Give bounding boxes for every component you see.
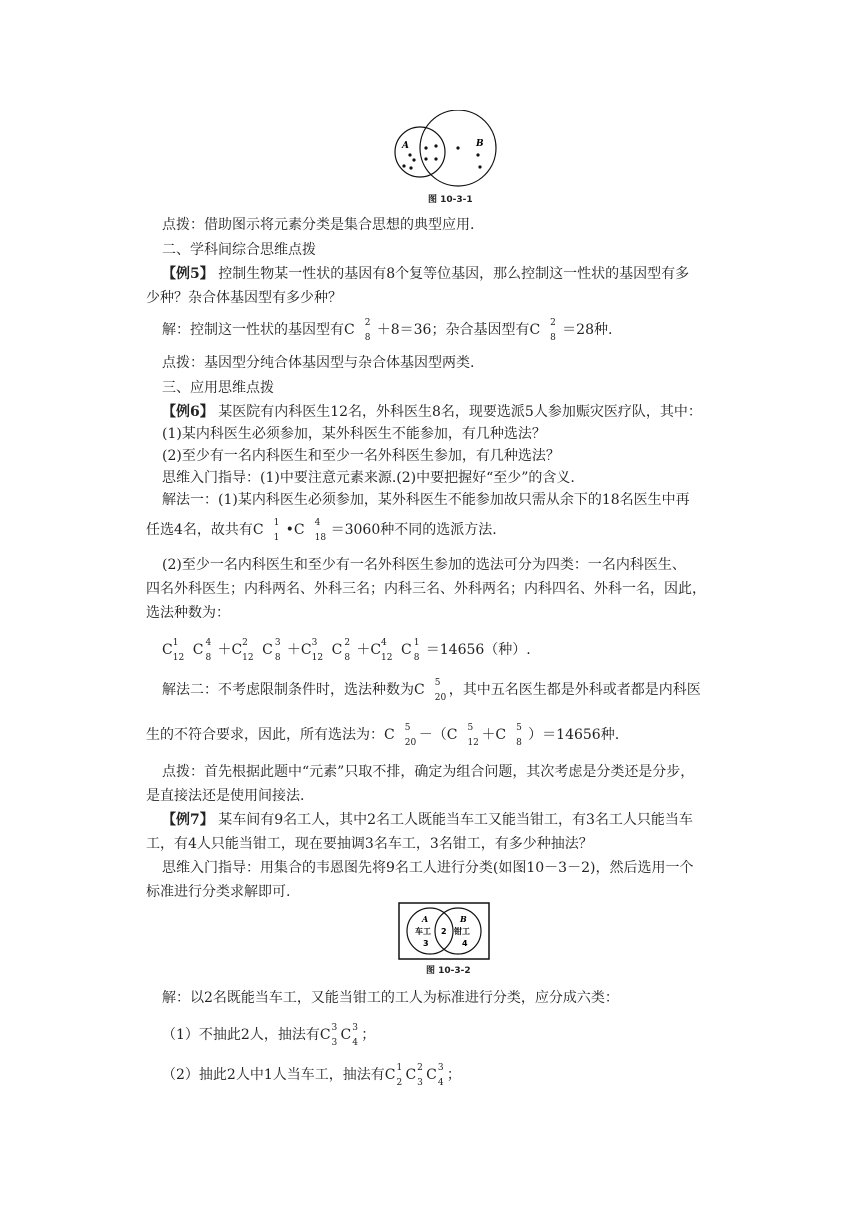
set-b-role: 钳工 — [454, 927, 470, 936]
solution-6b-line-1-a: 解法二：不考虑限制条件时，选法种数为C — [162, 682, 425, 698]
example-5-text: 控制生物某一性状的基因有8个复等位基因，那么控制这一性状的基因型有多 — [213, 266, 690, 282]
solution-6b-line-1: 解法二：不考虑限制条件时，选法种数为C 5 20 ，其中五名医生都是外科或者都是内科医 — [162, 678, 701, 703]
guide-7-line-1: 思维入门指导：用集合的韦恩图先将9名工人进行分类(如图10－3－2)，然后选用一个 — [162, 860, 694, 876]
example-7-text: 某车间有9名工人，其中2名工人既能当车工又能当钳工，有3名工人只能当车 — [213, 812, 693, 828]
solution-5: 解：控制这一性状的基因型有C 2 8 ＋8＝36；杂合基因型有C 2 8 ＝28种. — [162, 318, 613, 343]
tip-1: 点拨：借助图示将元素分类是集合思想的典型应用. — [162, 217, 475, 233]
solution-5-part-c: ＝28种. — [562, 322, 613, 338]
set-a-role: 车工 — [415, 927, 431, 936]
example-7-line-2: 工，有4人只能当钳工，现在要抽调3名车工，3名钳工，有多少种抽法？ — [146, 836, 593, 852]
section-2-heading: 二、学科间综合思维点拨 — [162, 242, 316, 258]
solution-6b-line-2-c: ＋C — [481, 727, 507, 743]
c: C — [370, 642, 382, 658]
case-1: （1）不抽此2人，抽法有C 3 3 C 3 4 ； — [162, 1023, 376, 1048]
solution-6-line-2-a: 任选4名，故共有C — [146, 522, 264, 538]
c: C — [192, 642, 204, 658]
case-2: （2）抽此2人中1人当车工，抽法有C 1 2 C 2 3 C 3 4 ； — [162, 1063, 461, 1088]
solution-6b-line-2-d: ）＝14656种. — [528, 727, 620, 743]
example-6-line-1 — [162, 402, 702, 422]
c: C — [319, 1027, 331, 1043]
example-6-question-1: (1)某内科医生必须参加，某外科医生不能参加，有几种选法？ — [162, 426, 546, 442]
solution-6-line-2: 任选4名，故共有C 1 1 •C 4 18 ＝3060种不同的选派方法. — [146, 518, 497, 543]
example-7-line-1 — [162, 810, 693, 830]
semicolon: ； — [361, 1027, 376, 1043]
tip-3-line-2: 是直接法还是使用间接法. — [146, 788, 305, 804]
solution-6b-line-2: 生的不符合要求，因此，所有选法为：C 5 20 －（C 5 12 ＋C 5 8 ）＝14656种. — [146, 723, 620, 748]
c: C — [162, 642, 173, 658]
venn-diagram-figure-1 — [390, 110, 500, 190]
set-b-label: B — [476, 139, 484, 149]
solution-5-part-b: ＋8＝36；杂合基因型有C — [376, 322, 541, 338]
solution-6-part-2-line-2: 四名外科医生；内科两名、外科三名；内科三名、外科两名；内科四名、外科一名，因此， — [146, 581, 706, 597]
tip-3-line-1: 点拨：首先根据此题中“元素”只取不排，确定为组合问题，其次考虑是分类还是分步， — [162, 764, 695, 780]
solution-6-part-2-line-1: (2)至少一名内科医生和至少有一名外科医生参加的选法可分为四类：一名内科医生、 — [162, 557, 686, 573]
example-6-text: 某医院有内科医生12名，外科医生8名，现要选派5人参加赈灾医疗队，其中： — [213, 404, 702, 420]
solution-6-line-2-c: ＝3060种不同的选派方法. — [330, 522, 497, 538]
guide-7-line-2: 标准进行分类求解即可. — [146, 884, 291, 900]
c: C — [300, 642, 312, 658]
guide-6: 思维入门指导：(1)中要注意元素来源.(2)中要把握好“至少”的含义. — [162, 470, 575, 486]
solution-6b-line-2-b: －（C — [418, 727, 458, 743]
intersection-count: 2 — [441, 927, 447, 936]
set-a-label: A — [422, 914, 429, 924]
example-5-line-1 — [162, 264, 689, 284]
solution-6-part-2-line-3: 选法种数为： — [146, 605, 230, 621]
semicolon: ； — [446, 1067, 461, 1083]
set-a-count: 3 — [423, 939, 429, 948]
set-b-label: B — [460, 914, 467, 924]
formula-6-tail: ＝14656（种）. — [425, 642, 531, 658]
c: C — [426, 1067, 437, 1083]
solution-7: 解：以2名既能当车工，又能当钳工的工人为标准进行分类，应分成六类： — [162, 990, 619, 1006]
example-6-tag: 【例6】 — [162, 404, 214, 420]
c: C — [405, 1067, 417, 1083]
solution-5-part-a: 解：控制这一性状的基因型有C — [162, 322, 355, 338]
c: C — [231, 642, 243, 658]
figure-1-caption: 图 10-3-1 — [428, 195, 473, 205]
formula-6: C 1 12 C 4 8 ＋C 2 12 C 3 8 ＋C 3 12 C 2 8 ＋C 4 12 C 1 8 ＝14656（种）. — [162, 638, 531, 663]
solution-6b-line-2-a: 生的不符合要求，因此，所有选法为：C — [146, 727, 395, 743]
c: C — [340, 1027, 352, 1043]
solution-6-line-1: 解法一：(1)某内科医生必须参加，某外科医生不能参加故只需从余下的18名医生中再 — [162, 492, 690, 508]
solution-6b-line-1-b: ，其中五名医生都是外科或者都是内科医 — [448, 682, 701, 698]
example-5-tag: 【例5】 — [162, 266, 214, 282]
c: C — [262, 642, 273, 658]
example-5-line-2: 少种？杂合体基因型有多少种？ — [146, 290, 342, 306]
c: C — [331, 642, 343, 658]
example-7-tag: 【例7】 — [162, 812, 214, 828]
solution-6-line-2-b: •C — [285, 522, 305, 538]
c: C — [401, 642, 412, 658]
tip-2: 点拨：基因型分纯合体基因型与杂合体基因型两类. — [162, 355, 475, 371]
venn-diagram-figure-2 — [398, 902, 490, 960]
example-6-question-2: (2)至少有一名内科医生和至少一名外科医生参加，有几种选法？ — [162, 448, 560, 464]
set-b-count: 4 — [462, 939, 468, 948]
set-a-label: A — [402, 141, 409, 151]
element-dots — [402, 144, 481, 169]
case-1-text: （1）不抽此2人，抽法有 — [162, 1027, 320, 1043]
figure-2-caption: 图 10-3-2 — [426, 966, 471, 976]
section-3-heading: 三、应用思维点拨 — [162, 380, 274, 396]
case-2-text: （2）抽此2人中1人当车工，抽法有 — [162, 1067, 385, 1083]
c: C — [384, 1067, 396, 1083]
